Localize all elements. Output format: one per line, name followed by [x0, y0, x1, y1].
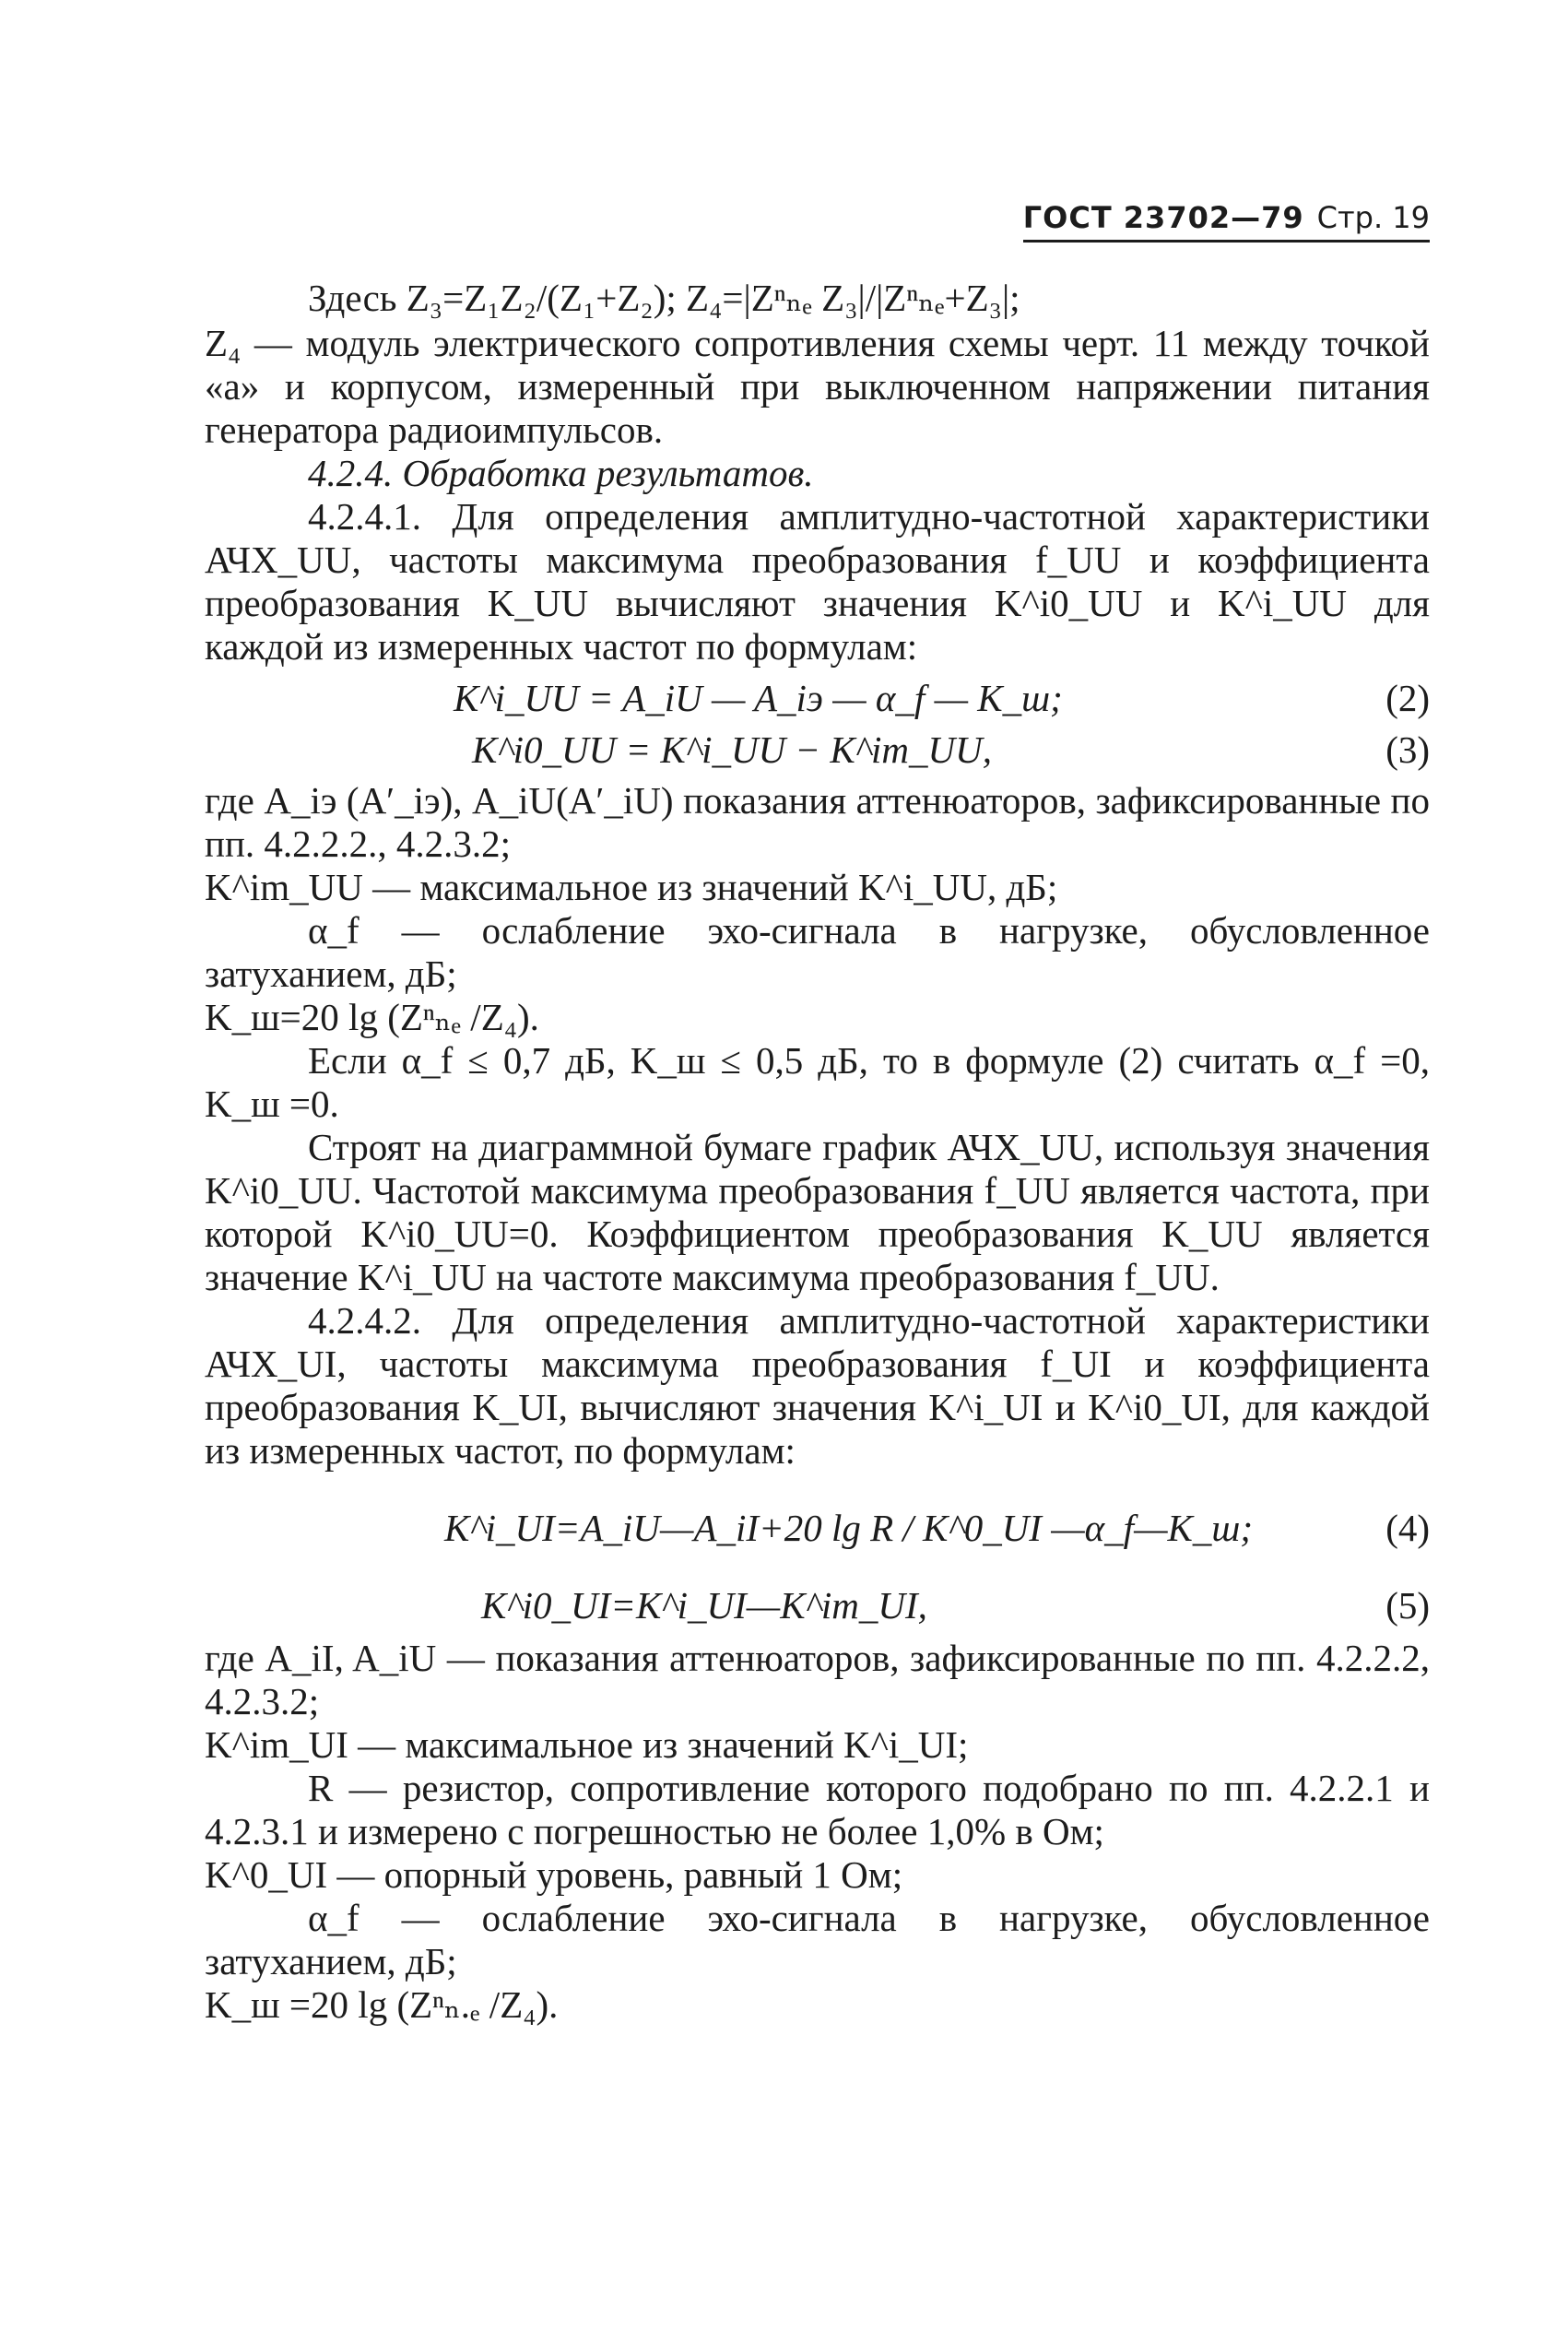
text-line: K^im_UI — максимальное из значений K^i_UI;	[205, 1723, 969, 1766]
text-line: K_ш =20 lg (Zⁿₙ.ₑ /Z₄).	[205, 1983, 559, 2026]
text-line: K^0_UI — опорный уровень, равный 1 Ом;	[205, 1853, 903, 1896]
text-paragraph: α_f — ослабление эхо-сигнала в нагрузке, обусловленное затуханием, дБ;	[205, 1897, 1430, 1982]
formula: K^i_UI=A_iU—A_iI+20 lg R / K^0_UI —α_f—K_ш;	[444, 1507, 1253, 1549]
formula-number: (4)	[1385, 1507, 1430, 1549]
text-paragraph: Z₄ — модуль электрического сопротивления схемы черт. 11 между точкой «а» и корпусом, измеренный при выключенном напряжении питания генератора радиоимпульсов.	[205, 322, 1430, 451]
text-line: K^im_UU — максимальное из значений K^i_UU, дБ;	[205, 866, 1058, 908]
text-paragraph: R — резистор, сопротивление которого подобрано по пп. 4.2.2.1 и 4.2.3.1 и измерено с погрешностью не более 1,0% в Ом;	[205, 1767, 1430, 1852]
standard-number: ГОСТ 23702—79	[1022, 200, 1304, 235]
formula-number: (2)	[1385, 677, 1430, 719]
text-paragraph: где A_iэ (A′_iэ), A_iU(A′_iU) показания аттенюаторов, зафиксированные по пп. 4.2.2.2., 4.2.3.2;	[205, 779, 1430, 865]
formula: K^i_UU = A_iU — A_iэ — α_f — K_ш;	[454, 677, 1063, 719]
text-paragraph: где A_iI, A_iU — показания аттенюаторов, зафиксированные по пп. 4.2.2.2, 4.2.3.2;	[205, 1637, 1430, 1722]
page-header	[1023, 199, 1430, 243]
formula-number: (5)	[1385, 1584, 1430, 1627]
text-line: K_ш=20 lg (Zⁿₙₑ /Z₄).	[205, 996, 539, 1038]
section-heading: 4.2.4. Обработка результатов.	[308, 452, 814, 494]
formula-row	[205, 1478, 1430, 1580]
formula-row	[205, 724, 1430, 775]
text-paragraph: 4.2.4.2. Для определения амплитудно-частотной характеристики АЧХ_UI, частоты максимума преобразования f_UI и коэффициента преобразования K_UI, вычисляют значения K^i_UI и K^i0_UI, для каждой из измеренных частот, по формулам:	[205, 1299, 1430, 1472]
text-paragraph: 4.2.4.1. Для определения амплитудно-частотной характеристики АЧХ_UU, частоты максимума преобразования f_UU и коэффициента преобразования K_UU вычисляют значения K^i0_UU и K^i_UU для каждой из измеренных частот по формулам:	[205, 495, 1430, 668]
text-paragraph: Если α_f ≤ 0,7 дБ, K_ш ≤ 0,5 дБ, то в формуле (2) считать α_f =0, K_ш =0.	[205, 1039, 1430, 1125]
formula-number: (3)	[1385, 728, 1430, 771]
document-body	[205, 277, 1430, 2027]
text-line: Здесь Z₃=Z₁Z₂/(Z₁+Z₂); Z₄=|Zⁿₙₑ Z₃|/|Zⁿₙₑ+Z₃|;	[308, 277, 1020, 319]
formula-row	[205, 672, 1430, 724]
formula-row	[205, 1580, 1430, 1631]
text-paragraph: Строят на диаграммной бумаге график АЧХ_UU, используя значения K^i0_UU. Частотой максимума преобразования f_UU является частота, при которой K^i0_UU=0. Коэффициентом преобразования K_UU является значение K^i_UU на частоте максимума преобразования f_UU.	[205, 1126, 1430, 1298]
formula: K^i0_UU = K^i_UU − K^im_UU,	[472, 728, 992, 771]
formula: K^i0_UI=K^i_UI—K^im_UI,	[481, 1584, 927, 1627]
page-number: Стр. 19	[1316, 200, 1430, 235]
text-paragraph: α_f — ослабление эхо-сигнала в нагрузке, обусловленное затуханием, дБ;	[205, 909, 1430, 995]
